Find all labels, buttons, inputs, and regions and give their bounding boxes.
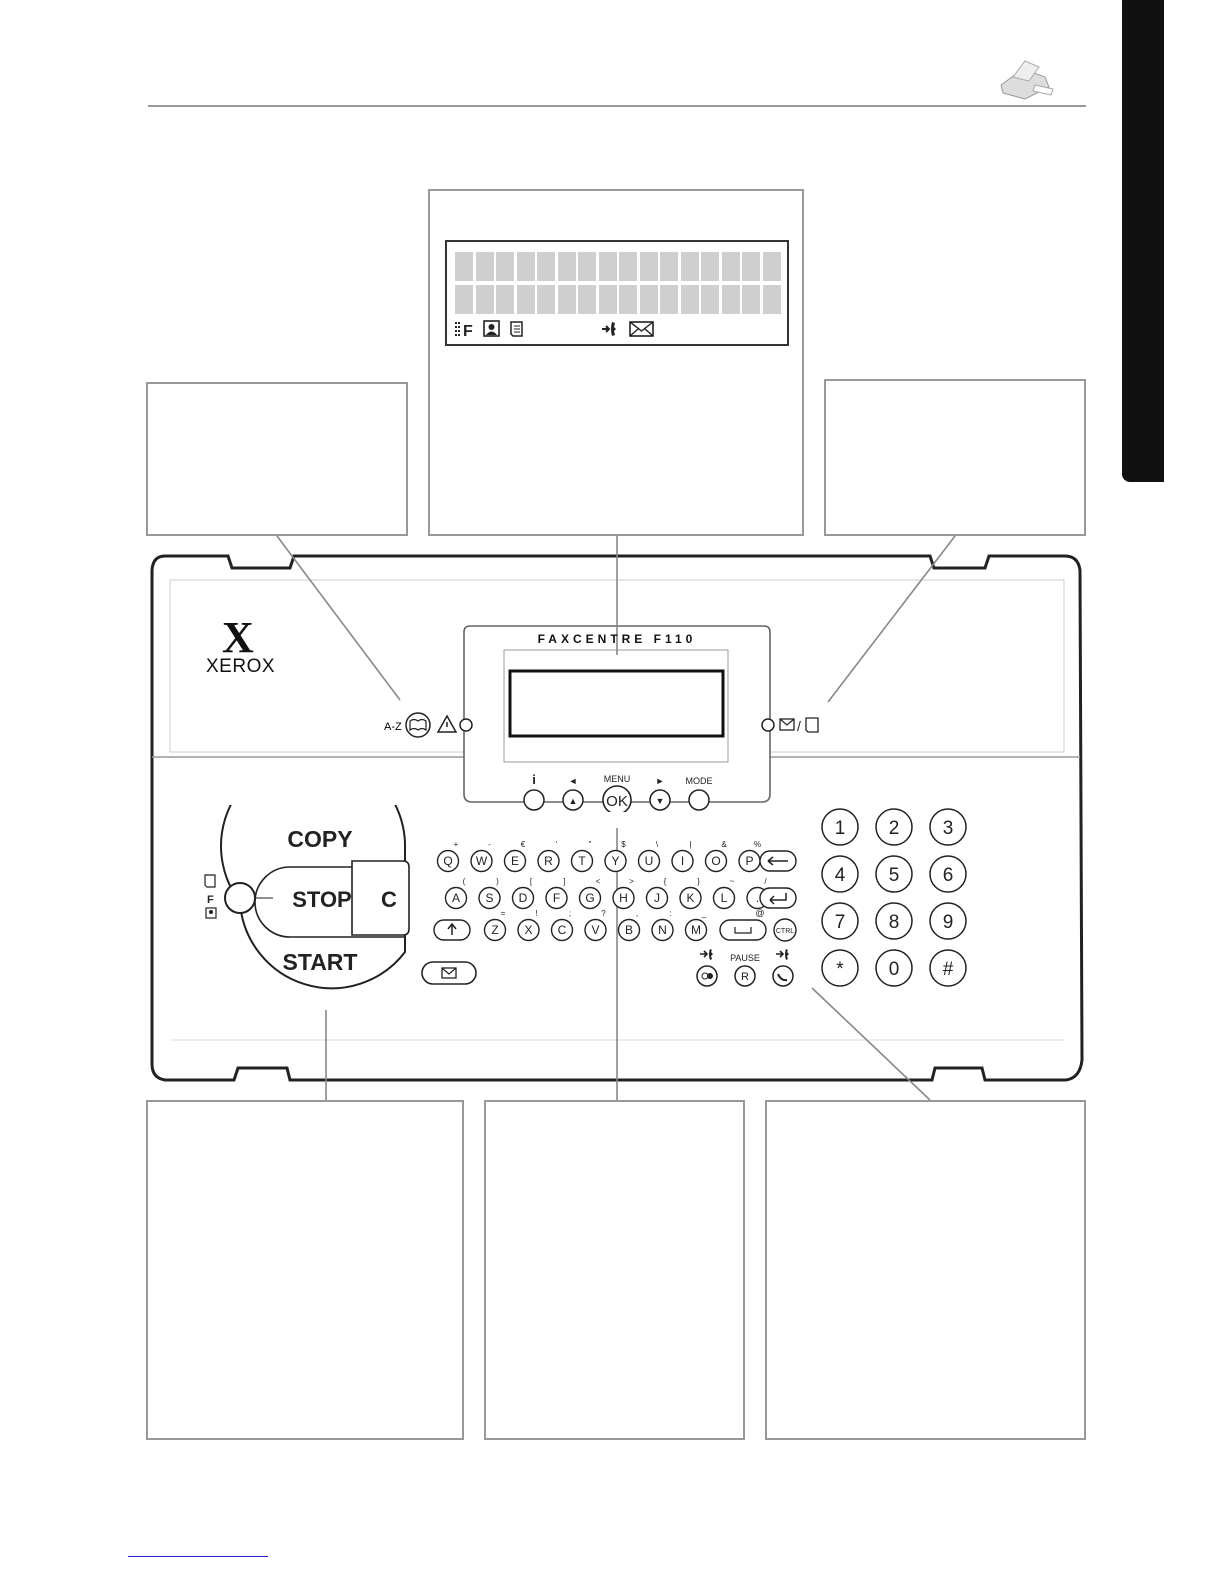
- pause-label: PAUSE: [730, 953, 760, 963]
- copy-label: COPY: [287, 826, 353, 852]
- key-label: M: [691, 923, 701, 937]
- key-label: Y: [611, 854, 620, 868]
- keypad-label: 8: [888, 912, 900, 933]
- function-keys[interactable]: [688, 945, 808, 991]
- left-arrow-label: ◄: [568, 776, 578, 786]
- key-symbol: \: [655, 840, 659, 849]
- enter-key[interactable]: [760, 888, 796, 908]
- directory-label: A-Z: [384, 721, 402, 733]
- keypad-label: 6: [942, 865, 954, 886]
- key-symbol: %: [753, 840, 762, 849]
- key-label: A: [451, 891, 461, 905]
- keypad-label: 3: [942, 818, 954, 839]
- alphanumeric-keyboard[interactable]: [430, 838, 810, 948]
- resolution-button: [225, 883, 255, 913]
- key-symbol: ]: [563, 877, 566, 886]
- key-symbol: [: [529, 877, 533, 886]
- key-label: I: [680, 854, 685, 868]
- keypad-label: 5: [888, 865, 900, 886]
- key-symbol: :: [669, 909, 672, 918]
- key-symbol: ~: [729, 877, 735, 886]
- message-button[interactable]: [420, 958, 480, 988]
- key-symbol: >: [629, 877, 634, 886]
- key-label: N: [658, 923, 667, 937]
- key-symbol: _: [701, 909, 707, 918]
- down-arrow-glyph: ▼: [655, 796, 665, 806]
- key-symbol: ): [496, 877, 499, 886]
- key-label: F: [552, 891, 561, 905]
- key-symbol: ?: [601, 909, 606, 918]
- start-label: START: [282, 949, 358, 975]
- key-label: W: [475, 854, 488, 868]
- key-symbol: {: [663, 877, 667, 886]
- footer-link-rule: [128, 1556, 268, 1557]
- keypad-label: 1: [834, 818, 846, 839]
- key-label: K: [686, 891, 695, 905]
- up-arrow-glyph: ▲: [568, 796, 578, 806]
- keypad-label: 7: [834, 912, 846, 933]
- key-label: H: [619, 891, 628, 905]
- nav-buttons[interactable]: [515, 770, 725, 812]
- key-label: T: [578, 854, 586, 868]
- key-symbol: €: [520, 840, 526, 849]
- key-label: R: [544, 854, 553, 868]
- key-symbol: ,: [635, 909, 639, 918]
- keypad-label: 9: [942, 912, 954, 933]
- info-button: [524, 790, 544, 810]
- key-label: D: [518, 891, 528, 905]
- model-name: FAXCENTRE F110: [537, 632, 697, 646]
- key-symbol: }: [697, 877, 700, 886]
- key-symbol: -: [488, 840, 491, 849]
- key-symbol: $: [621, 840, 626, 849]
- space-key[interactable]: [720, 920, 766, 940]
- keypad-label: 4: [834, 865, 846, 886]
- keypad-label: 2: [888, 818, 900, 839]
- ctrl-label: CTRL: [775, 928, 795, 935]
- mode-button: [689, 790, 709, 810]
- at-symbol: @: [755, 908, 765, 918]
- right-arrow-label: ►: [655, 776, 665, 786]
- keypad-label: #: [942, 959, 954, 980]
- keypad-label: 0: [888, 959, 900, 980]
- key-symbol: ;: [568, 909, 572, 918]
- svg-text:F: F: [463, 323, 473, 338]
- menu-label: MENU: [603, 774, 631, 784]
- key-label: J: [654, 891, 660, 905]
- key-label: E: [510, 854, 520, 868]
- key-symbol: <: [595, 877, 601, 886]
- key-symbol: &: [721, 840, 727, 849]
- recall-label: R: [741, 971, 749, 983]
- key-label: C: [557, 923, 567, 937]
- key-label: O: [711, 854, 721, 868]
- key-label: L: [720, 891, 728, 905]
- key-symbol: |: [689, 840, 692, 849]
- key-symbol: ': [555, 840, 558, 849]
- key-symbol: +: [453, 840, 459, 849]
- key-symbol: =: [500, 909, 506, 918]
- key-label: B: [624, 923, 634, 937]
- key-label: Z: [491, 923, 499, 937]
- key-label: P: [745, 854, 754, 868]
- svg-text:/: /: [797, 718, 801, 734]
- key-symbol: (: [462, 877, 466, 886]
- brand-name: XEROX: [206, 656, 276, 677]
- ok-label: OK: [606, 793, 628, 810]
- key-label: Q: [443, 854, 453, 868]
- key-symbol: /: [764, 877, 767, 886]
- stop-label: STOP: [292, 887, 352, 912]
- clear-label: C: [381, 887, 397, 912]
- key-label: G: [585, 891, 595, 905]
- key-label: U: [644, 854, 654, 868]
- key-label: S: [485, 891, 494, 905]
- speaker-button: [773, 966, 793, 986]
- key-label: .: [755, 891, 760, 905]
- svg-text:F: F: [207, 894, 214, 906]
- key-symbol: ": [588, 840, 592, 849]
- info-label: i: [532, 772, 536, 787]
- xerox-logo-mark: X: [222, 613, 254, 662]
- key-symbol: !: [535, 909, 538, 918]
- keypad-label: *: [836, 959, 844, 980]
- mode-label: MODE: [685, 776, 713, 786]
- key-label: X: [524, 923, 533, 937]
- numeric-keypad[interactable]: [818, 806, 978, 996]
- copy-stop-start-cluster[interactable]: [195, 805, 425, 1005]
- key-label: V: [591, 923, 600, 937]
